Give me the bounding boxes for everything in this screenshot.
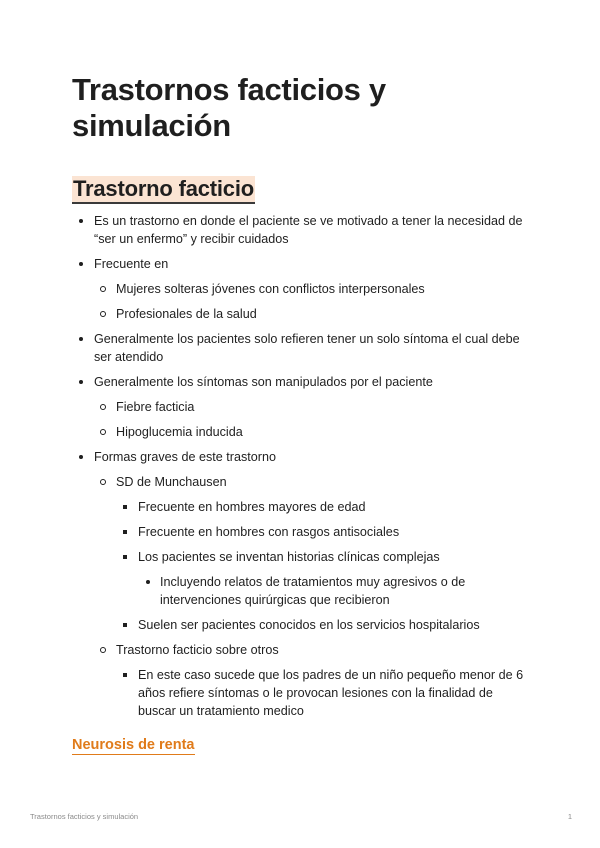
list-item [72, 448, 532, 720]
list-item: Incluyendo relatos de tratamientos muy agresivos o de intervenciones quirúrgicas que recibieron [138, 573, 532, 609]
list-item [116, 548, 532, 609]
list-item: Hipoglucemia inducida [94, 423, 532, 441]
list-item: Profesionales de la salud [94, 305, 532, 323]
footer-title: Trastornos facticios y simulación [30, 812, 139, 821]
list-item-text: Formas graves de este trastorno [94, 450, 276, 464]
list-item: Frecuente en hombres mayores de edad [116, 498, 532, 516]
section-heading-trastorno-facticio: Trastorno facticio [72, 176, 255, 204]
list-item [94, 641, 532, 720]
list-item: Fiebre facticia [94, 398, 532, 416]
sub-list [94, 398, 532, 441]
sub-list [94, 473, 532, 720]
sub-list [138, 573, 532, 609]
sub-list [94, 280, 532, 323]
document-page [72, 72, 532, 755]
list-item: Suelen ser pacientes conocidos en los servicios hospitalarios [116, 616, 532, 634]
list-item: Es un trastorno en donde el paciente se ve motivado a tener la necesidad de “ser un enfermo” y recibir cuidados [72, 212, 532, 248]
list-item-text: Trastorno facticio sobre otros [116, 643, 279, 657]
list-item [72, 373, 532, 441]
page-title: Trastornos facticios y simulación [72, 72, 386, 143]
sub-list [116, 666, 532, 720]
list-item: En este caso sucede que los padres de un niño pequeño menor de 6 años refiere síntomas o le provocan lesiones con la finalidad de buscar un tratamiento medico [116, 666, 532, 720]
sub-list [116, 498, 532, 634]
list-item: Generalmente los pacientes solo refieren tener un solo síntoma el cual debe ser atendido [72, 330, 532, 366]
list-item-text: Frecuente en [94, 257, 169, 271]
page-number: 1 [567, 812, 572, 821]
list-item [94, 473, 532, 634]
list-item: Frecuente en hombres con rasgos antisociales [116, 523, 532, 541]
list-item-text: Generalmente los síntomas son manipulados por el paciente [94, 375, 433, 389]
list-item [72, 255, 532, 323]
neurosis-de-renta-link[interactable]: Neurosis de renta [72, 737, 195, 753]
list-item-text: SD de Munchausen [116, 475, 227, 489]
list-item-text: Los pacientes se inventan historias clínicas complejas [138, 550, 440, 564]
bullet-list [72, 212, 532, 720]
list-item: Mujeres solteras jóvenes con conflictos interpersonales [94, 280, 532, 298]
